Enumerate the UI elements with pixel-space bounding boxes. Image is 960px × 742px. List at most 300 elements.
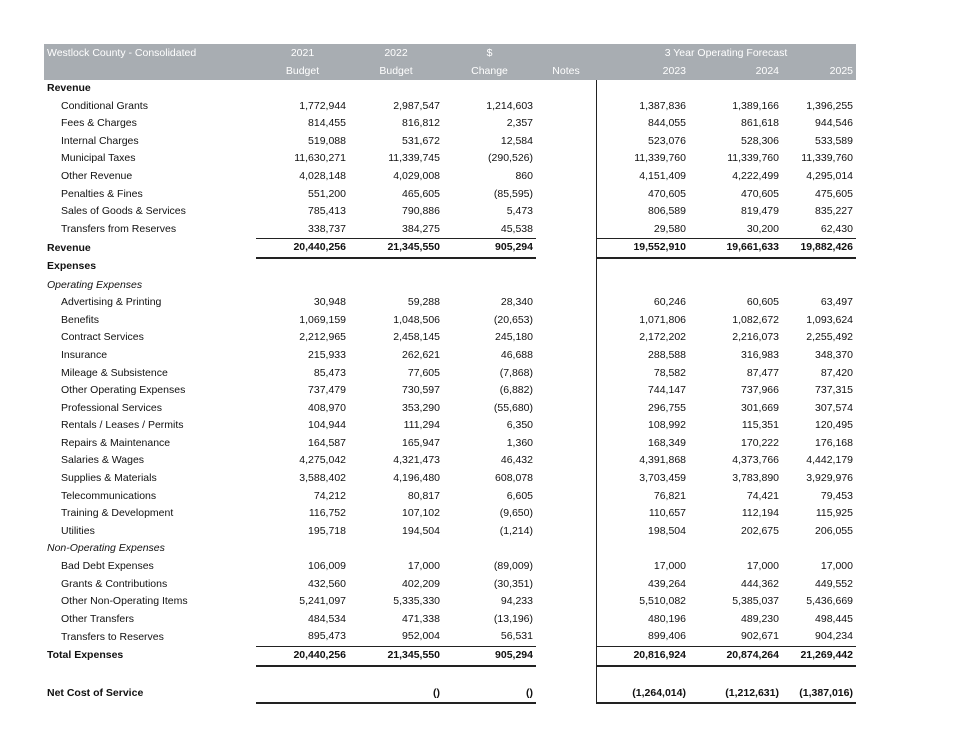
- row-label: Benefits: [61, 313, 99, 326]
- value-forecast-2025: 206,055: [815, 524, 853, 537]
- value-budget-2022: 353,290: [402, 401, 440, 414]
- value-forecast-2023: 470,605: [648, 187, 686, 200]
- notes-cell: [536, 400, 596, 418]
- value-forecast-2023: 296,755: [648, 401, 686, 414]
- row-label: Transfers from Reserves: [61, 223, 177, 235]
- table-row: [44, 133, 856, 151]
- row-label: Sales of Goods & Services: [61, 205, 186, 218]
- spacer-cell: [256, 666, 349, 685]
- header-notes-blank: [536, 44, 596, 62]
- table-row: [44, 382, 856, 400]
- table-row: [44, 470, 856, 488]
- notes-cell: [536, 470, 596, 488]
- value-budget-2022: 1,048,506: [393, 313, 440, 326]
- value-change: (13,196): [493, 612, 533, 625]
- value-forecast-2025: 17,000: [820, 560, 853, 573]
- value-forecast-2025: 120,495: [815, 419, 853, 432]
- value-budget-2022: 2,458,145: [393, 331, 440, 344]
- value-change: 1,360: [506, 436, 533, 449]
- value-forecast-2023: 108,992: [648, 419, 686, 432]
- value-budget-2022: 465,605: [402, 187, 440, 200]
- value-change: 28,340: [500, 296, 533, 309]
- value-change: 905,294: [443, 239, 536, 258]
- value-budget-2021: 106,009: [308, 560, 346, 573]
- total-row: [44, 239, 856, 258]
- value-forecast-2024: [689, 80, 782, 98]
- value-forecast-2024: 170,222: [741, 436, 779, 449]
- value-budget-2021: 20,440,256: [256, 239, 349, 258]
- table-row: [44, 558, 856, 576]
- value-change: 1,214,603: [486, 99, 533, 112]
- value-budget-2021: 4,275,042: [299, 454, 346, 467]
- total-row: [44, 647, 856, 666]
- value-forecast-2023: 480,196: [648, 612, 686, 625]
- value-budget-2022: 816,812: [402, 117, 440, 130]
- value-budget-2021: 195,718: [308, 524, 346, 537]
- budget-sheet: [44, 44, 856, 704]
- value-forecast-2024: 115,351: [741, 419, 779, 432]
- value-budget-2021: 895,473: [308, 630, 346, 643]
- value-budget-2022: 4,321,473: [393, 454, 440, 467]
- row-label: Salaries & Wages: [61, 454, 145, 467]
- header-forecast-2024: 2024: [689, 62, 782, 80]
- row-label: Grants & Contributions: [61, 577, 168, 590]
- value-forecast-2023: 844,055: [648, 117, 686, 130]
- value-forecast-2023: 20,816,924: [596, 647, 689, 666]
- value-forecast-2025: [782, 277, 856, 295]
- value-forecast-2025: 1,093,624: [806, 313, 853, 326]
- value-budget-2022: 111,294: [403, 419, 440, 432]
- value-change: 46,432: [500, 454, 533, 467]
- table-row: [44, 347, 856, 365]
- row-label: Training & Development: [61, 507, 174, 520]
- table-row: [44, 452, 856, 470]
- value-forecast-2023: 11,339,760: [634, 152, 686, 165]
- table-row: [44, 168, 856, 186]
- value-budget-2022: 11,339,745: [388, 152, 440, 165]
- value-forecast-2024: 737,966: [741, 384, 779, 397]
- table-row: [44, 312, 856, 330]
- header-row-years: [44, 44, 856, 62]
- value-budget-2021: [256, 258, 349, 277]
- value-forecast-2024: 489,230: [741, 612, 779, 625]
- value-forecast-2024: 4,222,499: [732, 169, 779, 182]
- header-forecast-2023: 2023: [596, 62, 689, 80]
- value-change: [443, 277, 536, 295]
- value-budget-2022: 262,621: [402, 348, 440, 361]
- value-forecast-2025: 62,430: [820, 222, 853, 235]
- table-row: [44, 505, 856, 523]
- value-budget-2021: 74,212: [313, 489, 346, 502]
- value-forecast-2025: [782, 258, 856, 277]
- table-row: [44, 628, 856, 646]
- notes-cell: [536, 80, 596, 98]
- value-budget-2022: 531,672: [402, 134, 440, 147]
- value-budget-2022: 107,102: [402, 507, 440, 520]
- value-forecast-2024: 4,373,766: [732, 454, 779, 467]
- notes-cell: [536, 593, 596, 611]
- value-forecast-2025: 11,339,760: [801, 152, 853, 165]
- table-row: [44, 576, 856, 594]
- value-change: 46,688: [500, 348, 533, 361]
- value-budget-2022: 790,886: [402, 205, 440, 218]
- value-change: 860: [515, 169, 533, 182]
- value-forecast-2023: 3,703,459: [639, 472, 686, 485]
- notes-cell: [536, 258, 596, 277]
- table-row: [44, 611, 856, 629]
- value-change: (290,526): [488, 152, 533, 165]
- value-budget-2021: [256, 685, 349, 704]
- value-change: (55,680): [493, 401, 533, 414]
- section-row: [44, 258, 856, 277]
- row-label: Transfers to Reserves: [61, 630, 164, 643]
- value-budget-2022: 5,335,330: [393, 595, 440, 608]
- value-forecast-2024: 112,194: [741, 507, 779, 520]
- net-row: [44, 685, 856, 704]
- value-forecast-2024: [689, 258, 782, 277]
- spacer-cell: [689, 666, 782, 685]
- value-change: 2,357: [506, 117, 533, 130]
- value-change: (7,868): [499, 366, 533, 379]
- value-budget-2021: 215,933: [308, 348, 346, 361]
- value-forecast-2024: 528,306: [741, 134, 779, 147]
- notes-cell: [536, 168, 596, 186]
- value-forecast-2024: 444,362: [741, 577, 779, 590]
- table-row: [44, 98, 856, 116]
- spacer-cell: [596, 666, 689, 685]
- notes-cell: [536, 452, 596, 470]
- value-forecast-2025: 79,453: [820, 489, 853, 502]
- value-budget-2021: [256, 80, 349, 98]
- value-forecast-2024: 301,669: [741, 401, 779, 414]
- notes-cell: [536, 417, 596, 435]
- value-budget-2022: [349, 277, 443, 295]
- value-forecast-2024: 30,200: [746, 222, 779, 235]
- value-forecast-2025: 348,370: [815, 348, 853, 361]
- row-label: Conditional Grants: [61, 99, 148, 112]
- value-budget-2021: 116,752: [308, 507, 346, 520]
- value-change: (): [443, 685, 536, 704]
- row-label: Fees & Charges: [61, 117, 137, 130]
- value-forecast-2023: [596, 258, 689, 277]
- value-forecast-2023: 78,582: [653, 366, 686, 379]
- notes-cell: [536, 347, 596, 365]
- notes-cell: [536, 98, 596, 116]
- value-budget-2021: 737,479: [308, 384, 346, 397]
- value-change: [443, 540, 536, 558]
- value-change: (1,214): [499, 524, 533, 537]
- table-row: [44, 186, 856, 204]
- value-forecast-2025: 4,442,179: [806, 454, 853, 467]
- row-label: Telecommunications: [61, 489, 157, 502]
- value-budget-2022: 59,288: [407, 296, 440, 309]
- value-change: (30,351): [493, 577, 533, 590]
- notes-cell: [536, 221, 596, 239]
- notes-cell: [536, 277, 596, 295]
- table-row: [44, 593, 856, 611]
- sheet-title: Westlock County - Consolidated: [44, 44, 256, 62]
- value-forecast-2023: 2,172,202: [639, 331, 686, 344]
- table-row: [44, 435, 856, 453]
- notes-cell: [536, 628, 596, 646]
- budget-table: [44, 44, 856, 704]
- value-change: [443, 258, 536, 277]
- value-forecast-2024: 1,389,166: [732, 99, 779, 112]
- value-forecast-2023: 4,151,409: [639, 169, 686, 182]
- row-label: Other Non-Operating Items: [61, 595, 188, 608]
- value-budget-2022: 952,004: [402, 630, 440, 643]
- value-forecast-2024: 3,783,890: [732, 472, 779, 485]
- value-forecast-2023: 806,589: [648, 205, 686, 218]
- value-budget-2022: 402,209: [402, 577, 440, 590]
- value-budget-2022: 21,345,550: [349, 239, 443, 258]
- table-row: [44, 115, 856, 133]
- header-label-blank: [44, 62, 256, 80]
- row-label: Utilities: [61, 524, 95, 537]
- value-budget-2021: 11,630,271: [294, 152, 346, 165]
- value-forecast-2025: 1,396,255: [806, 99, 853, 112]
- row-label: Other Transfers: [61, 612, 134, 625]
- value-budget-2021: 814,455: [308, 117, 346, 130]
- header-change-symbol: $: [443, 44, 536, 62]
- header-row-labels: [44, 62, 856, 80]
- row-label: Internal Charges: [61, 134, 139, 147]
- value-budget-2022: 21,345,550: [349, 647, 443, 666]
- value-forecast-2025: [782, 80, 856, 98]
- table-row: [44, 400, 856, 418]
- notes-cell: [536, 382, 596, 400]
- value-budget-2021: 338,737: [308, 222, 346, 235]
- subsection-row: [44, 277, 856, 295]
- table-row: [44, 329, 856, 347]
- row-label: Repairs & Maintenance: [61, 436, 171, 449]
- value-budget-2022: 17,000: [407, 560, 440, 573]
- subsection-row: [44, 540, 856, 558]
- spacer-row: [44, 666, 856, 685]
- notes-cell: [536, 435, 596, 453]
- value-budget-2022: 80,817: [407, 489, 440, 502]
- row-label: Revenue: [47, 241, 91, 254]
- notes-cell: [536, 611, 596, 629]
- value-budget-2021: 1,069,159: [299, 313, 346, 326]
- value-forecast-2024: 470,605: [741, 187, 779, 200]
- row-label: Revenue: [47, 82, 91, 94]
- value-forecast-2023: 76,821: [653, 489, 686, 502]
- value-forecast-2023: 523,076: [648, 134, 686, 147]
- header-forecast-title: 3 Year Operating Forecast: [596, 44, 856, 62]
- table-body: [44, 80, 856, 703]
- value-forecast-2025: 4,295,014: [806, 169, 853, 182]
- row-label: Mileage & Subsistence: [61, 366, 168, 379]
- table-row: [44, 221, 856, 239]
- value-forecast-2025: 63,497: [820, 296, 853, 309]
- row-label: Bad Debt Expenses: [61, 560, 154, 573]
- value-budget-2021: 164,587: [308, 436, 346, 449]
- value-forecast-2023: 1,387,836: [639, 99, 686, 112]
- notes-cell: [536, 150, 596, 168]
- value-forecast-2023: 17,000: [653, 560, 686, 573]
- value-forecast-2025: 87,420: [820, 366, 853, 379]
- row-label: Other Revenue: [61, 169, 133, 182]
- value-forecast-2025: 498,445: [815, 612, 853, 625]
- notes-cell: [536, 685, 596, 704]
- header-year-2022: 2022: [349, 44, 443, 62]
- section-row: [44, 80, 856, 98]
- value-forecast-2024: 819,479: [741, 205, 779, 218]
- value-change: 6,350: [506, 419, 533, 432]
- row-label: Municipal Taxes: [61, 152, 136, 165]
- value-budget-2022: 384,275: [402, 222, 440, 235]
- value-forecast-2023: 110,657: [648, 507, 686, 520]
- value-change: (89,009): [493, 560, 533, 573]
- value-change: (9,650): [499, 507, 533, 520]
- value-forecast-2025: 835,227: [815, 205, 853, 218]
- value-budget-2022: 4,029,008: [393, 169, 440, 182]
- header-notes: Notes: [536, 62, 596, 80]
- notes-cell: [536, 647, 596, 666]
- notes-cell: [536, 186, 596, 204]
- row-label: Expenses: [47, 260, 97, 273]
- value-budget-2021: 785,413: [308, 205, 346, 218]
- table-row: [44, 294, 856, 312]
- value-forecast-2023: 19,552,910: [596, 239, 689, 258]
- value-budget-2021: 2,212,965: [299, 331, 346, 344]
- value-forecast-2024: 74,421: [746, 489, 779, 502]
- value-budget-2021: 484,534: [308, 612, 346, 625]
- notes-cell: [536, 203, 596, 221]
- value-budget-2022: [349, 540, 443, 558]
- value-change: 12,584: [500, 134, 533, 147]
- row-label: Operating Expenses: [47, 278, 143, 291]
- header-year-2021: 2021: [256, 44, 349, 62]
- value-change: (20,653): [493, 313, 533, 326]
- value-budget-2021: 85,473: [313, 366, 346, 379]
- value-budget-2021: 4,028,148: [299, 169, 346, 182]
- value-forecast-2024: 316,983: [741, 348, 779, 361]
- value-forecast-2025: 21,269,442: [782, 647, 856, 666]
- value-forecast-2024: [689, 540, 782, 558]
- spacer-cell: [443, 666, 536, 685]
- notes-cell: [536, 558, 596, 576]
- value-budget-2021: [256, 277, 349, 295]
- notes-cell: [536, 576, 596, 594]
- row-label: Insurance: [61, 348, 108, 361]
- value-budget-2021: 519,088: [308, 134, 346, 147]
- value-budget-2021: 20,440,256: [256, 647, 349, 666]
- value-forecast-2023: 288,588: [648, 348, 686, 361]
- spacer-cell: [782, 666, 856, 685]
- value-forecast-2025: 115,925: [815, 507, 853, 520]
- row-label: Total Expenses: [47, 649, 124, 662]
- value-forecast-2024: 60,605: [746, 296, 779, 309]
- row-label: Advertising & Printing: [61, 296, 162, 309]
- value-forecast-2025: 19,882,426: [782, 239, 856, 258]
- value-forecast-2025: 307,574: [815, 401, 853, 414]
- value-forecast-2024: (1,212,631): [689, 685, 782, 704]
- value-forecast-2023: 899,406: [648, 630, 686, 643]
- value-forecast-2025: 2,255,492: [806, 331, 853, 344]
- notes-cell: [536, 505, 596, 523]
- value-forecast-2025: 533,589: [815, 134, 853, 147]
- value-forecast-2023: 744,147: [648, 384, 686, 397]
- row-label: Professional Services: [61, 401, 162, 414]
- table-row: [44, 488, 856, 506]
- value-forecast-2023: 168,349: [648, 436, 686, 449]
- value-forecast-2024: 87,477: [746, 366, 779, 379]
- notes-cell: [536, 523, 596, 541]
- value-change: 905,294: [443, 647, 536, 666]
- value-forecast-2023: 198,504: [648, 524, 686, 537]
- value-forecast-2024: 19,661,633: [689, 239, 782, 258]
- value-change: 608,078: [495, 472, 533, 485]
- value-change: (85,595): [493, 187, 533, 200]
- value-budget-2022: 4,196,480: [393, 472, 440, 485]
- notes-cell: [536, 365, 596, 383]
- row-label: Supplies & Materials: [61, 472, 157, 485]
- value-forecast-2023: [596, 540, 689, 558]
- value-budget-2022: [349, 80, 443, 98]
- spacer-cell: [349, 666, 443, 685]
- row-label: Other Operating Expenses: [61, 384, 186, 397]
- value-budget-2022: 77,605: [407, 366, 440, 379]
- value-forecast-2025: 475,605: [815, 187, 853, 200]
- notes-cell: [536, 239, 596, 258]
- value-budget-2022: 2,987,547: [393, 99, 440, 112]
- table-row: [44, 365, 856, 383]
- value-forecast-2024: 1,082,672: [732, 313, 779, 326]
- value-change: 6,605: [506, 489, 533, 502]
- value-change: 245,180: [495, 331, 533, 344]
- value-budget-2021: 1,772,944: [299, 99, 346, 112]
- header-forecast-2025: 2025: [782, 62, 856, 80]
- value-budget-2021: 408,970: [308, 401, 346, 414]
- value-forecast-2023: [596, 80, 689, 98]
- value-change: [443, 80, 536, 98]
- value-forecast-2025: 944,546: [815, 117, 853, 130]
- table-row: [44, 417, 856, 435]
- value-forecast-2024: 202,675: [741, 524, 779, 537]
- value-forecast-2024: 17,000: [746, 560, 779, 573]
- value-forecast-2025: 176,168: [815, 436, 853, 449]
- value-forecast-2025: 3,929,976: [806, 472, 853, 485]
- header-change: Change: [443, 62, 536, 80]
- value-forecast-2024: [689, 277, 782, 295]
- value-budget-2022: 165,947: [402, 436, 440, 449]
- value-forecast-2025: 904,234: [815, 630, 853, 643]
- notes-cell: [536, 133, 596, 151]
- value-budget-2022: 194,504: [402, 524, 440, 537]
- value-change: 94,233: [500, 595, 533, 608]
- row-label: Rentals / Leases / Permits: [61, 419, 184, 432]
- table-row: [44, 150, 856, 168]
- value-budget-2021: 3,588,402: [299, 472, 346, 485]
- value-forecast-2025: [782, 540, 856, 558]
- value-forecast-2025: 737,315: [815, 384, 853, 397]
- value-budget-2021: [256, 540, 349, 558]
- value-forecast-2023: 60,246: [653, 296, 686, 309]
- spacer-cell: [44, 666, 256, 685]
- value-budget-2021: 551,200: [308, 187, 346, 200]
- value-change: 5,473: [506, 205, 533, 218]
- notes-cell: [536, 329, 596, 347]
- value-budget-2021: 30,948: [313, 296, 346, 309]
- value-forecast-2024: 2,216,073: [732, 331, 779, 344]
- value-forecast-2023: (1,264,014): [596, 685, 689, 704]
- spacer-cell: [536, 666, 596, 685]
- value-budget-2021: 104,944: [308, 419, 346, 432]
- value-forecast-2023: 4,391,868: [639, 454, 686, 467]
- value-change: (6,882): [499, 384, 533, 397]
